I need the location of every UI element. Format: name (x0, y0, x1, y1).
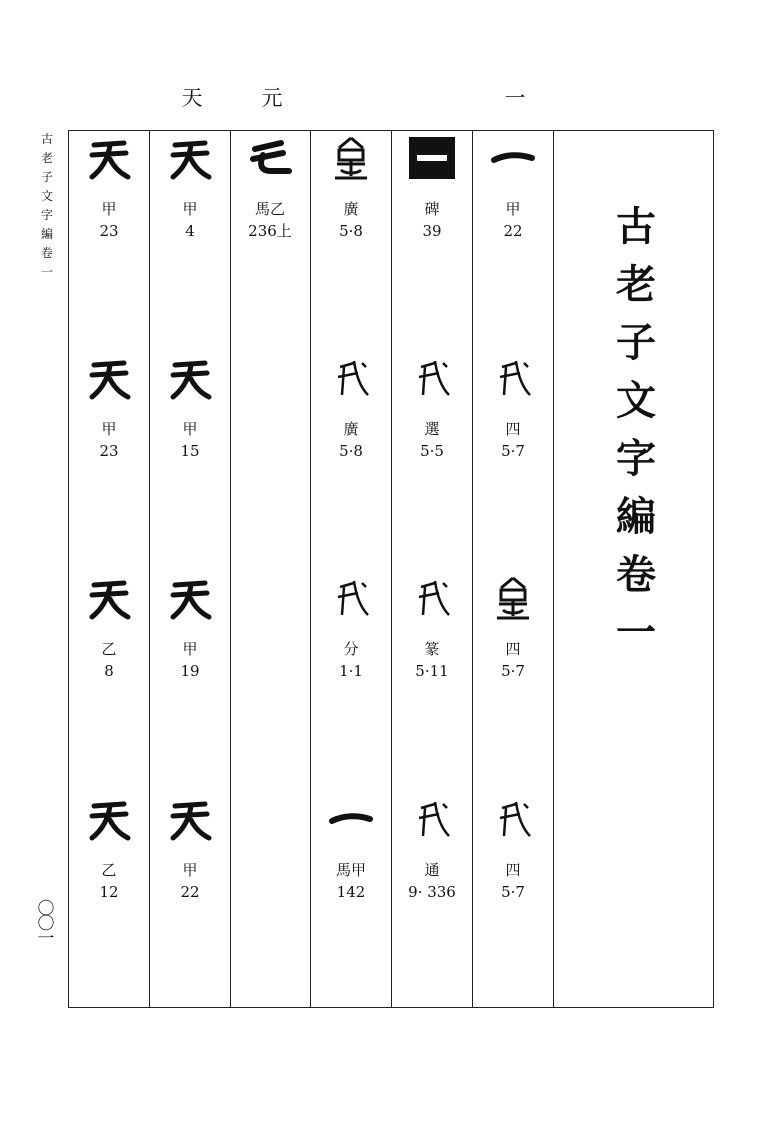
一-seal-icon (311, 132, 391, 184)
character-entry (392, 352, 472, 462)
reference-number: 8 (104, 662, 114, 680)
reference-number: 22 (180, 883, 200, 901)
reference-number: 22 (503, 222, 523, 240)
source-label: 分 (343, 640, 359, 658)
一-seal-icon (473, 572, 553, 624)
column-divider (230, 131, 231, 1007)
reference-number: 12 (99, 883, 119, 901)
running-title-char: 字 (40, 208, 53, 222)
book-title-char: 子 (616, 319, 656, 366)
reference-number: 5·11 (415, 662, 449, 680)
source-label: 馬乙 (254, 200, 285, 218)
character-entry (473, 572, 553, 682)
character-entry (311, 572, 391, 682)
一-variant-icon (311, 352, 391, 404)
reference-number: 39 (422, 222, 442, 240)
一-stroke-icon (473, 132, 553, 184)
running-title-char: 一 (40, 265, 53, 279)
元-icon (230, 132, 310, 184)
page-number-char: 〇 (37, 914, 55, 934)
character-entry (473, 793, 553, 903)
一-variant-icon (392, 572, 472, 624)
天-icon (150, 793, 230, 845)
source-label: 甲 (182, 420, 198, 438)
header-char-yi: 一 (504, 86, 526, 110)
reference-number: 19 (180, 662, 200, 680)
book-title-char: 一 (616, 609, 656, 656)
source-label: 通 (424, 861, 440, 879)
天-icon (69, 572, 149, 624)
running-title (38, 130, 56, 282)
一-variant-icon (311, 572, 391, 624)
character-entry (150, 572, 230, 682)
一-stroke-icon (311, 793, 391, 845)
一-variant-icon (473, 352, 553, 404)
character-entry (311, 132, 391, 242)
天-icon (150, 132, 230, 184)
page-number-char: 〇 (37, 899, 55, 919)
reference-number: 9· 336 (408, 883, 456, 901)
character-entry (69, 352, 149, 462)
reference-number: 236上 (248, 222, 292, 240)
character-entry (150, 352, 230, 462)
source-label: 甲 (101, 420, 117, 438)
天-icon (69, 132, 149, 184)
reference-number: 5·7 (501, 662, 525, 680)
book-title-char: 編 (616, 493, 656, 540)
character-entry (150, 793, 230, 903)
source-label: 篆 (424, 640, 440, 658)
book-title-char: 卷 (616, 551, 656, 598)
reference-number: 5·7 (501, 442, 525, 460)
一-variant-icon (392, 793, 472, 845)
source-label: 選 (424, 420, 440, 438)
source-label: 乙 (101, 640, 117, 658)
source-label: 碑 (424, 200, 440, 218)
一-variant-icon (473, 793, 553, 845)
reference-number: 23 (99, 222, 119, 240)
reference-number: 5·8 (339, 222, 363, 240)
header-char-yuan: 元 (261, 86, 283, 110)
source-label: 甲 (182, 640, 198, 658)
character-entry (230, 132, 310, 242)
running-title-char: 卷 (40, 246, 53, 260)
reference-number: 5·5 (420, 442, 444, 460)
source-label: 廣 (343, 200, 359, 218)
reference-number: 1·1 (339, 662, 363, 680)
source-label: 馬甲 (335, 861, 366, 879)
source-label: 甲 (505, 200, 521, 218)
reference-number: 5·7 (501, 883, 525, 901)
source-label: 四 (505, 640, 521, 658)
header-char-tian: 天 (181, 86, 203, 110)
running-title-char: 編 (40, 227, 53, 241)
天-icon (150, 572, 230, 624)
reference-number: 23 (99, 442, 119, 460)
character-entry (69, 793, 149, 903)
天-icon (150, 352, 230, 404)
source-label: 四 (505, 861, 521, 879)
reference-number: 142 (336, 883, 366, 901)
book-title-char: 老 (616, 261, 656, 308)
character-entry (392, 572, 472, 682)
book-title-char: 文 (616, 377, 656, 424)
reference-number: 15 (180, 442, 200, 460)
source-label: 甲 (101, 200, 117, 218)
column-divider (553, 131, 554, 1007)
source-label: 甲 (182, 861, 198, 879)
character-entry (311, 793, 391, 903)
source-label: 四 (505, 420, 521, 438)
book-title (604, 198, 668, 662)
character-entry (150, 132, 230, 242)
source-label: 乙 (101, 861, 117, 879)
character-entry (69, 572, 149, 682)
character-entry (473, 132, 553, 242)
book-title-char: 古 (616, 203, 656, 250)
running-title-char: 老 (40, 151, 53, 165)
reference-number: 4 (185, 222, 195, 240)
天-icon (69, 793, 149, 845)
page-number-char: 一 (37, 929, 55, 949)
character-entry (69, 132, 149, 242)
character-entry (392, 793, 472, 903)
天-icon (69, 352, 149, 404)
source-label: 廣 (343, 420, 359, 438)
source-label: 甲 (182, 200, 198, 218)
reference-number: 5·8 (339, 442, 363, 460)
page-number (36, 899, 56, 949)
character-entry (311, 352, 391, 462)
running-title-char: 子 (40, 170, 53, 184)
character-entry (392, 132, 472, 242)
一-rubbing-icon (392, 132, 472, 184)
character-entry (473, 352, 553, 462)
book-title-char: 字 (616, 435, 656, 482)
一-variant-icon (392, 352, 472, 404)
running-title-char: 古 (40, 132, 53, 146)
running-title-char: 文 (40, 189, 53, 203)
